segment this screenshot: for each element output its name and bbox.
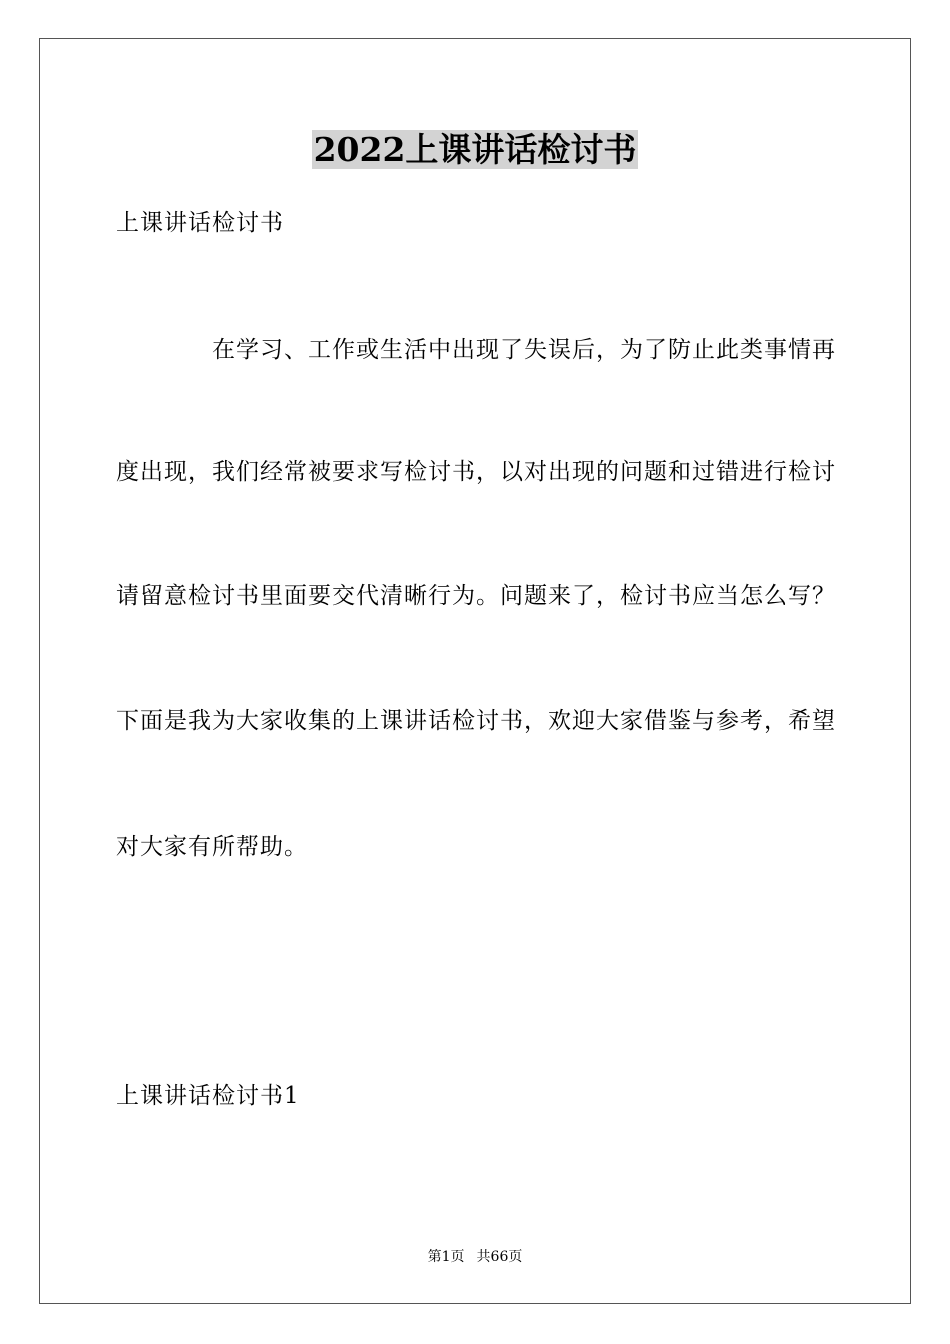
paragraph-line-4: 下面是我为大家收集的上课讲话检讨书，欢迎大家借鉴与参考，希望 <box>116 708 836 734</box>
paragraph-line-2: 度出现，我们经常被要求写检讨书，以对出现的问题和过错进行检讨 <box>116 459 836 485</box>
page-footer <box>0 1247 950 1267</box>
paragraph-line-5: 对大家有所帮助。 <box>116 834 308 860</box>
total-pages: 共66页 <box>476 1249 523 1265</box>
paragraph-line-3: 请留意检讨书里面要交代清晰行为。问题来了，检讨书应当怎么写？ <box>116 583 836 609</box>
paragraph-line-1: 在学习、工作或生活中出现了失误后，为了防止此类事情再 <box>212 337 836 363</box>
page-number: 第1页 <box>427 1249 465 1265</box>
section-heading: 上课讲话检讨书1 <box>116 1083 300 1109</box>
document-title-text: 2022上课讲话检讨书 <box>313 130 637 169</box>
document-title <box>0 128 950 172</box>
document-subtitle: 上课讲话检讨书 <box>116 210 284 236</box>
